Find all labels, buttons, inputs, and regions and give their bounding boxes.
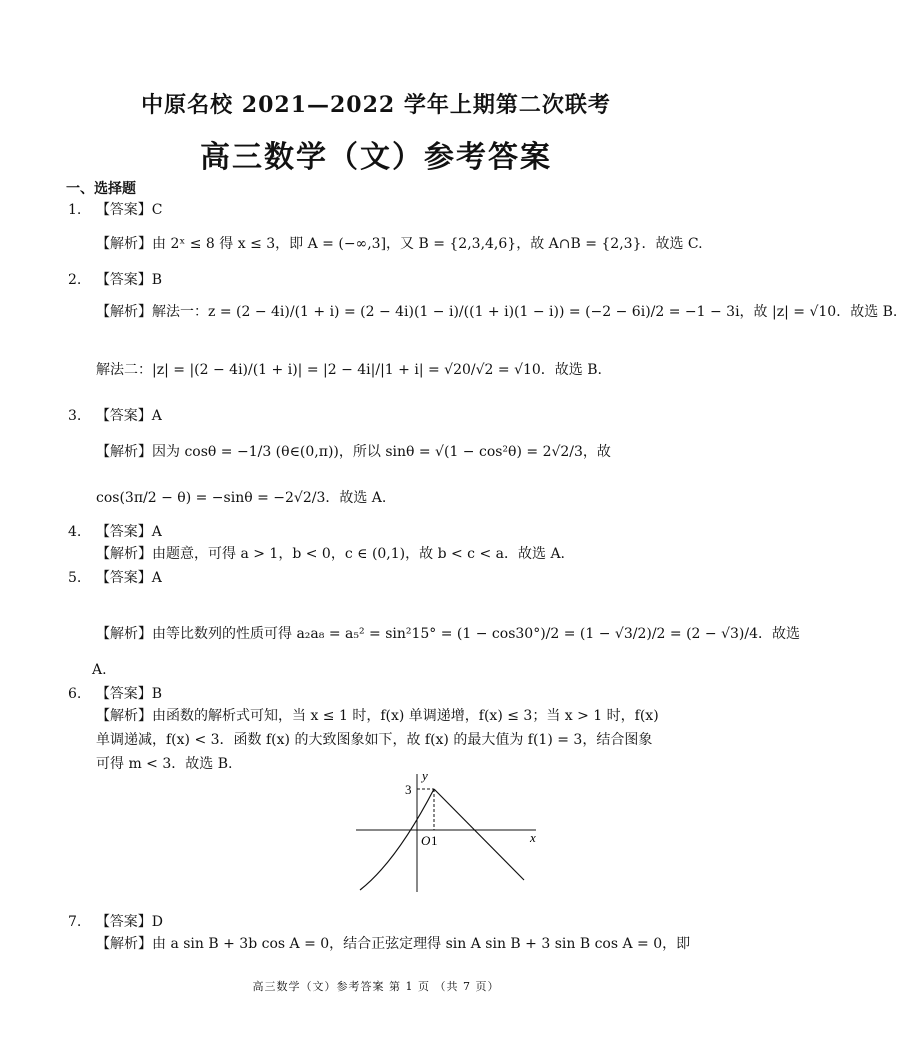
question-4 [68,522,162,542]
page-footer: 高三数学（文）参考答案 第 1 页 （共 7 页） [252,980,500,993]
decreasing-line [434,789,524,880]
question-number: 4. [68,524,82,540]
analysis-line: 单调递减，f(x) < 3．函数 f(x) 的大致图象如下，故 f(x) 的最大值为 f(1) = 3，结合图象 [96,732,653,748]
question-1 [68,200,163,220]
analysis-line: 可得 m < 3．故选 B. [96,756,233,772]
origin-label: O [421,833,431,848]
x-axis-label: x [530,830,536,845]
analysis-line: cos(3π/2 − θ) = −sinθ = −2√2/3．故选 A. [96,490,387,506]
page-subtitle: 高三数学（文）参考答案 [200,140,552,175]
question-number: 6. [68,686,82,702]
analysis-line: 【解析】由等比数列的性质可得 a₂a₈ = a₅² = sin²15° = (1 − cos30°)/2 = (1 − √3/2)/2 = (2 − √3)/4．故选 [96,626,801,642]
analysis-line: 【解析】由函数的解析式可知，当 x ≤ 1 时，f(x) 单调递增，f(x) ≤ 3；当 x > 1 时，f(x) [96,708,659,724]
question-number: 2. [68,272,82,288]
y-axis-label: y [422,768,428,783]
answer-label: 【答案】A [95,524,162,540]
section-heading: 一、选择题 [66,181,136,197]
answer-label: 【答案】D [95,914,164,930]
question-2 [68,270,162,290]
answer-label: 【答案】C [95,202,163,218]
analysis-line: 【解析】由 2ˣ ≤ 8 得 x ≤ 3，即 A = (−∞,3]，又 B = {2,3,4,6}，故 A∩B = {2,3}．故选 C. [96,236,703,252]
analysis-line: 【解析】因为 cosθ = −1/3 (θ∈(0,π))，所以 sinθ = √(1 − cos²θ) = 2√2/3，故 [96,444,611,460]
page-title: 中原名校 2021—2022 学年上期第二次联考 [141,92,611,118]
function-graph [350,770,550,895]
question-number: 3. [68,408,82,424]
tick-label-y: 3 [405,782,412,797]
question-5 [68,568,162,588]
question-3 [68,406,162,426]
question-7 [68,912,163,932]
tick-label-x: 1 [431,833,438,848]
analysis-line: 【解析】由 a sin B + 3b cos A = 0，结合正弦定理得 sin A sin B + 3 sin B cos A = 0，即 [96,936,691,952]
answer-label: 【答案】B [95,686,163,702]
question-number: 7. [68,914,82,930]
answer-label: 【答案】A [95,570,162,586]
analysis-line: A. [92,662,107,678]
question-number: 1. [68,202,82,218]
analysis-line: 【解析】由题意，可得 a > 1，b < 0，c ∈ (0,1)，故 b < c < a．故选 A. [96,546,565,562]
analysis-line: 解法二：|z| = |(2 − 4i)/(1 + i)| = |2 − 4i|/|1 + i| = √20/√2 = √10．故选 B. [96,362,602,378]
question-number: 5. [68,570,82,586]
analysis-line: 【解析】解法一：z = (2 − 4i)/(1 + i) = (2 − 4i)(1 − i)/((1 + i)(1 − i)) = (−2 − 6i)/2 = −1 − 3i，故 |z| = √10．故选 B. [96,304,897,320]
question-6 [68,684,162,704]
answer-label: 【答案】B [95,272,163,288]
answer-label: 【答案】A [95,408,162,424]
